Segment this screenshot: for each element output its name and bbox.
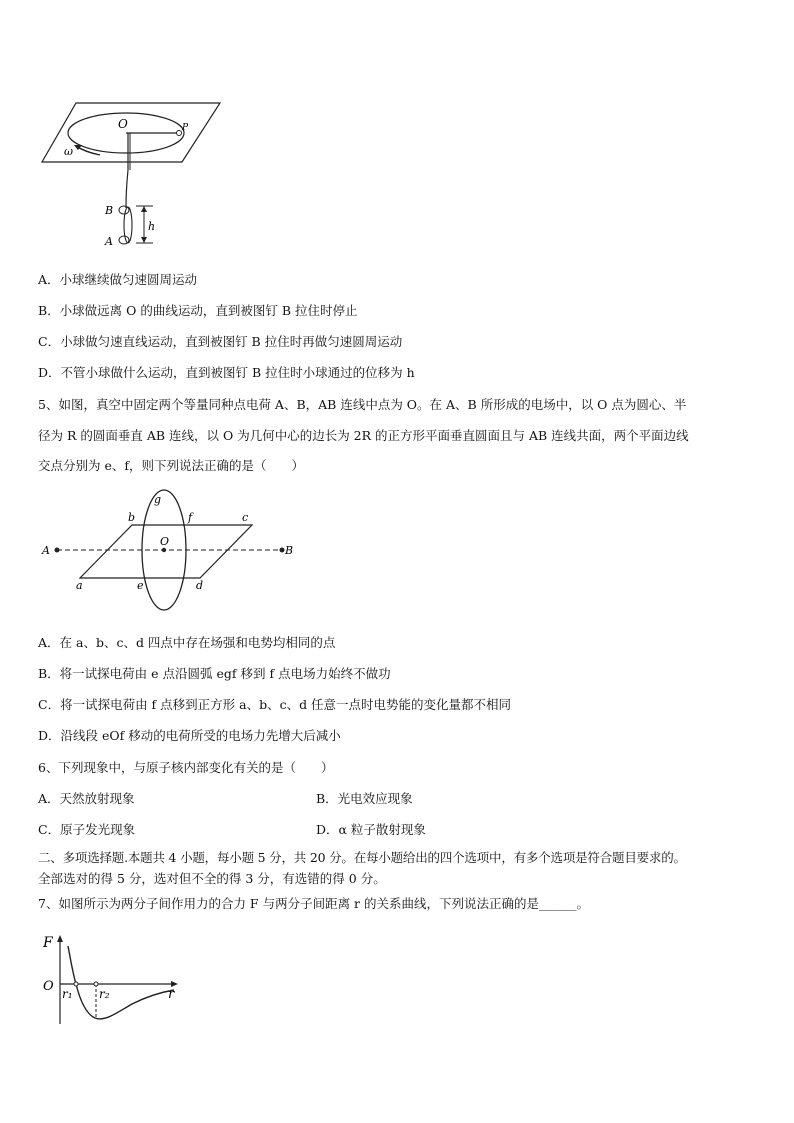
label-e: e xyxy=(137,579,144,592)
label-b-corner: b xyxy=(128,511,136,524)
section-2-heading-line-2: 全部选对的得 5 分，选对但不全的得 3 分，有选错的得 0 分。 xyxy=(38,871,386,886)
label-f: f xyxy=(188,511,193,524)
q4-option-d: D．不管小球做什么运动，直到被图钉 B 拉住时小球通过的位移为 h xyxy=(38,365,415,380)
charge-a xyxy=(55,548,60,553)
label-b: B xyxy=(105,204,114,217)
label-origin: O xyxy=(43,979,54,994)
q6-option-a: A．天然放射现象 xyxy=(38,791,135,806)
q5-stem-line-2: 径为 R 的圆面垂直 AB 连线，以 O 为几何中心的边长为 2R 的正方形平面垂直圆面且与 AB 连线共面，两个平面边线 xyxy=(38,428,689,443)
label-o: O xyxy=(118,117,128,131)
label-c-corner: c xyxy=(242,511,249,524)
square-plane xyxy=(80,525,252,578)
label-p: P xyxy=(182,123,189,133)
q7-stem: 7、如图所示为两分子间作用力的合力 F 与两分子间距离 r 的关系曲线，下列说法正确的是______。 xyxy=(38,896,589,911)
figure-charges-square-circle xyxy=(40,488,300,618)
label-o-center: O xyxy=(160,535,170,548)
section-2-heading-line-1: 二、多项选择题.本题共 4 小题，每小题 5 分，共 20 分。在每小题给出的四个选项中，有多个选项是符合题目要求的。 xyxy=(38,850,686,865)
ball-p xyxy=(177,131,182,136)
charge-b xyxy=(280,548,285,553)
q4-option-a: A．小球继续做匀速圆周运动 xyxy=(38,272,198,287)
label-f-axis: F xyxy=(43,935,53,951)
figure-force-distance-graph xyxy=(40,932,190,1027)
q5-stem-line-1: 5、如图，真空中固定两个等量同种点电荷 A、B，AB 连线中点为 O。在 A、B 所形成的电场中，以 O 点为圆心、半 xyxy=(38,397,687,412)
label-a-charge: A xyxy=(42,544,50,557)
label-omega: ω xyxy=(64,145,73,158)
label-d-corner: d xyxy=(196,579,204,592)
label-a: A xyxy=(105,235,113,248)
point-o xyxy=(162,548,166,552)
label-r1: r₁ xyxy=(62,987,73,1001)
q5-option-d: D．沿线段 eOf 移动的电荷所受的电场力先增大后减小 xyxy=(38,728,341,743)
figure-rotating-table xyxy=(40,100,230,255)
q6-option-b: B．光电效应现象 xyxy=(316,791,413,806)
q5-stem-line-3: 交点分别为 e、f，则下列说法正确的是（ ） xyxy=(38,458,304,473)
label-g: g xyxy=(154,493,162,506)
label-h: h xyxy=(148,220,156,233)
q5-option-b: B．将一试探电荷由 e 点沿圆弧 egf 移到 f 点电场力始终不做功 xyxy=(38,666,391,681)
label-b-charge: B xyxy=(285,544,294,557)
q4-option-c: C．小球做匀速直线运动，直到被图钉 B 拉住时再做匀速圆周运动 xyxy=(38,334,403,349)
q6-option-d: D．α 粒子散射现象 xyxy=(316,822,426,837)
label-r-axis: r xyxy=(168,987,175,1002)
q5-option-c: C．将一试探电荷由 f 点移到正方形 a、b、c、d 任意一点时电势能的变化量都不相同 xyxy=(38,697,512,712)
q4-option-b: B．小球做远离 O 的曲线运动，直到被图钉 B 拉住时停止 xyxy=(38,303,358,318)
q6-option-c: C．原子发光现象 xyxy=(38,822,136,837)
label-a-corner: a xyxy=(76,579,83,592)
label-r2: r₂ xyxy=(99,987,110,1001)
q5-option-a: A．在 a、b、c、d 四点中存在场强和电势均相同的点 xyxy=(38,635,336,650)
q6-stem: 6、下列现象中，与原子核内部变化有关的是（ ） xyxy=(38,760,334,775)
force-curve xyxy=(68,946,174,1019)
